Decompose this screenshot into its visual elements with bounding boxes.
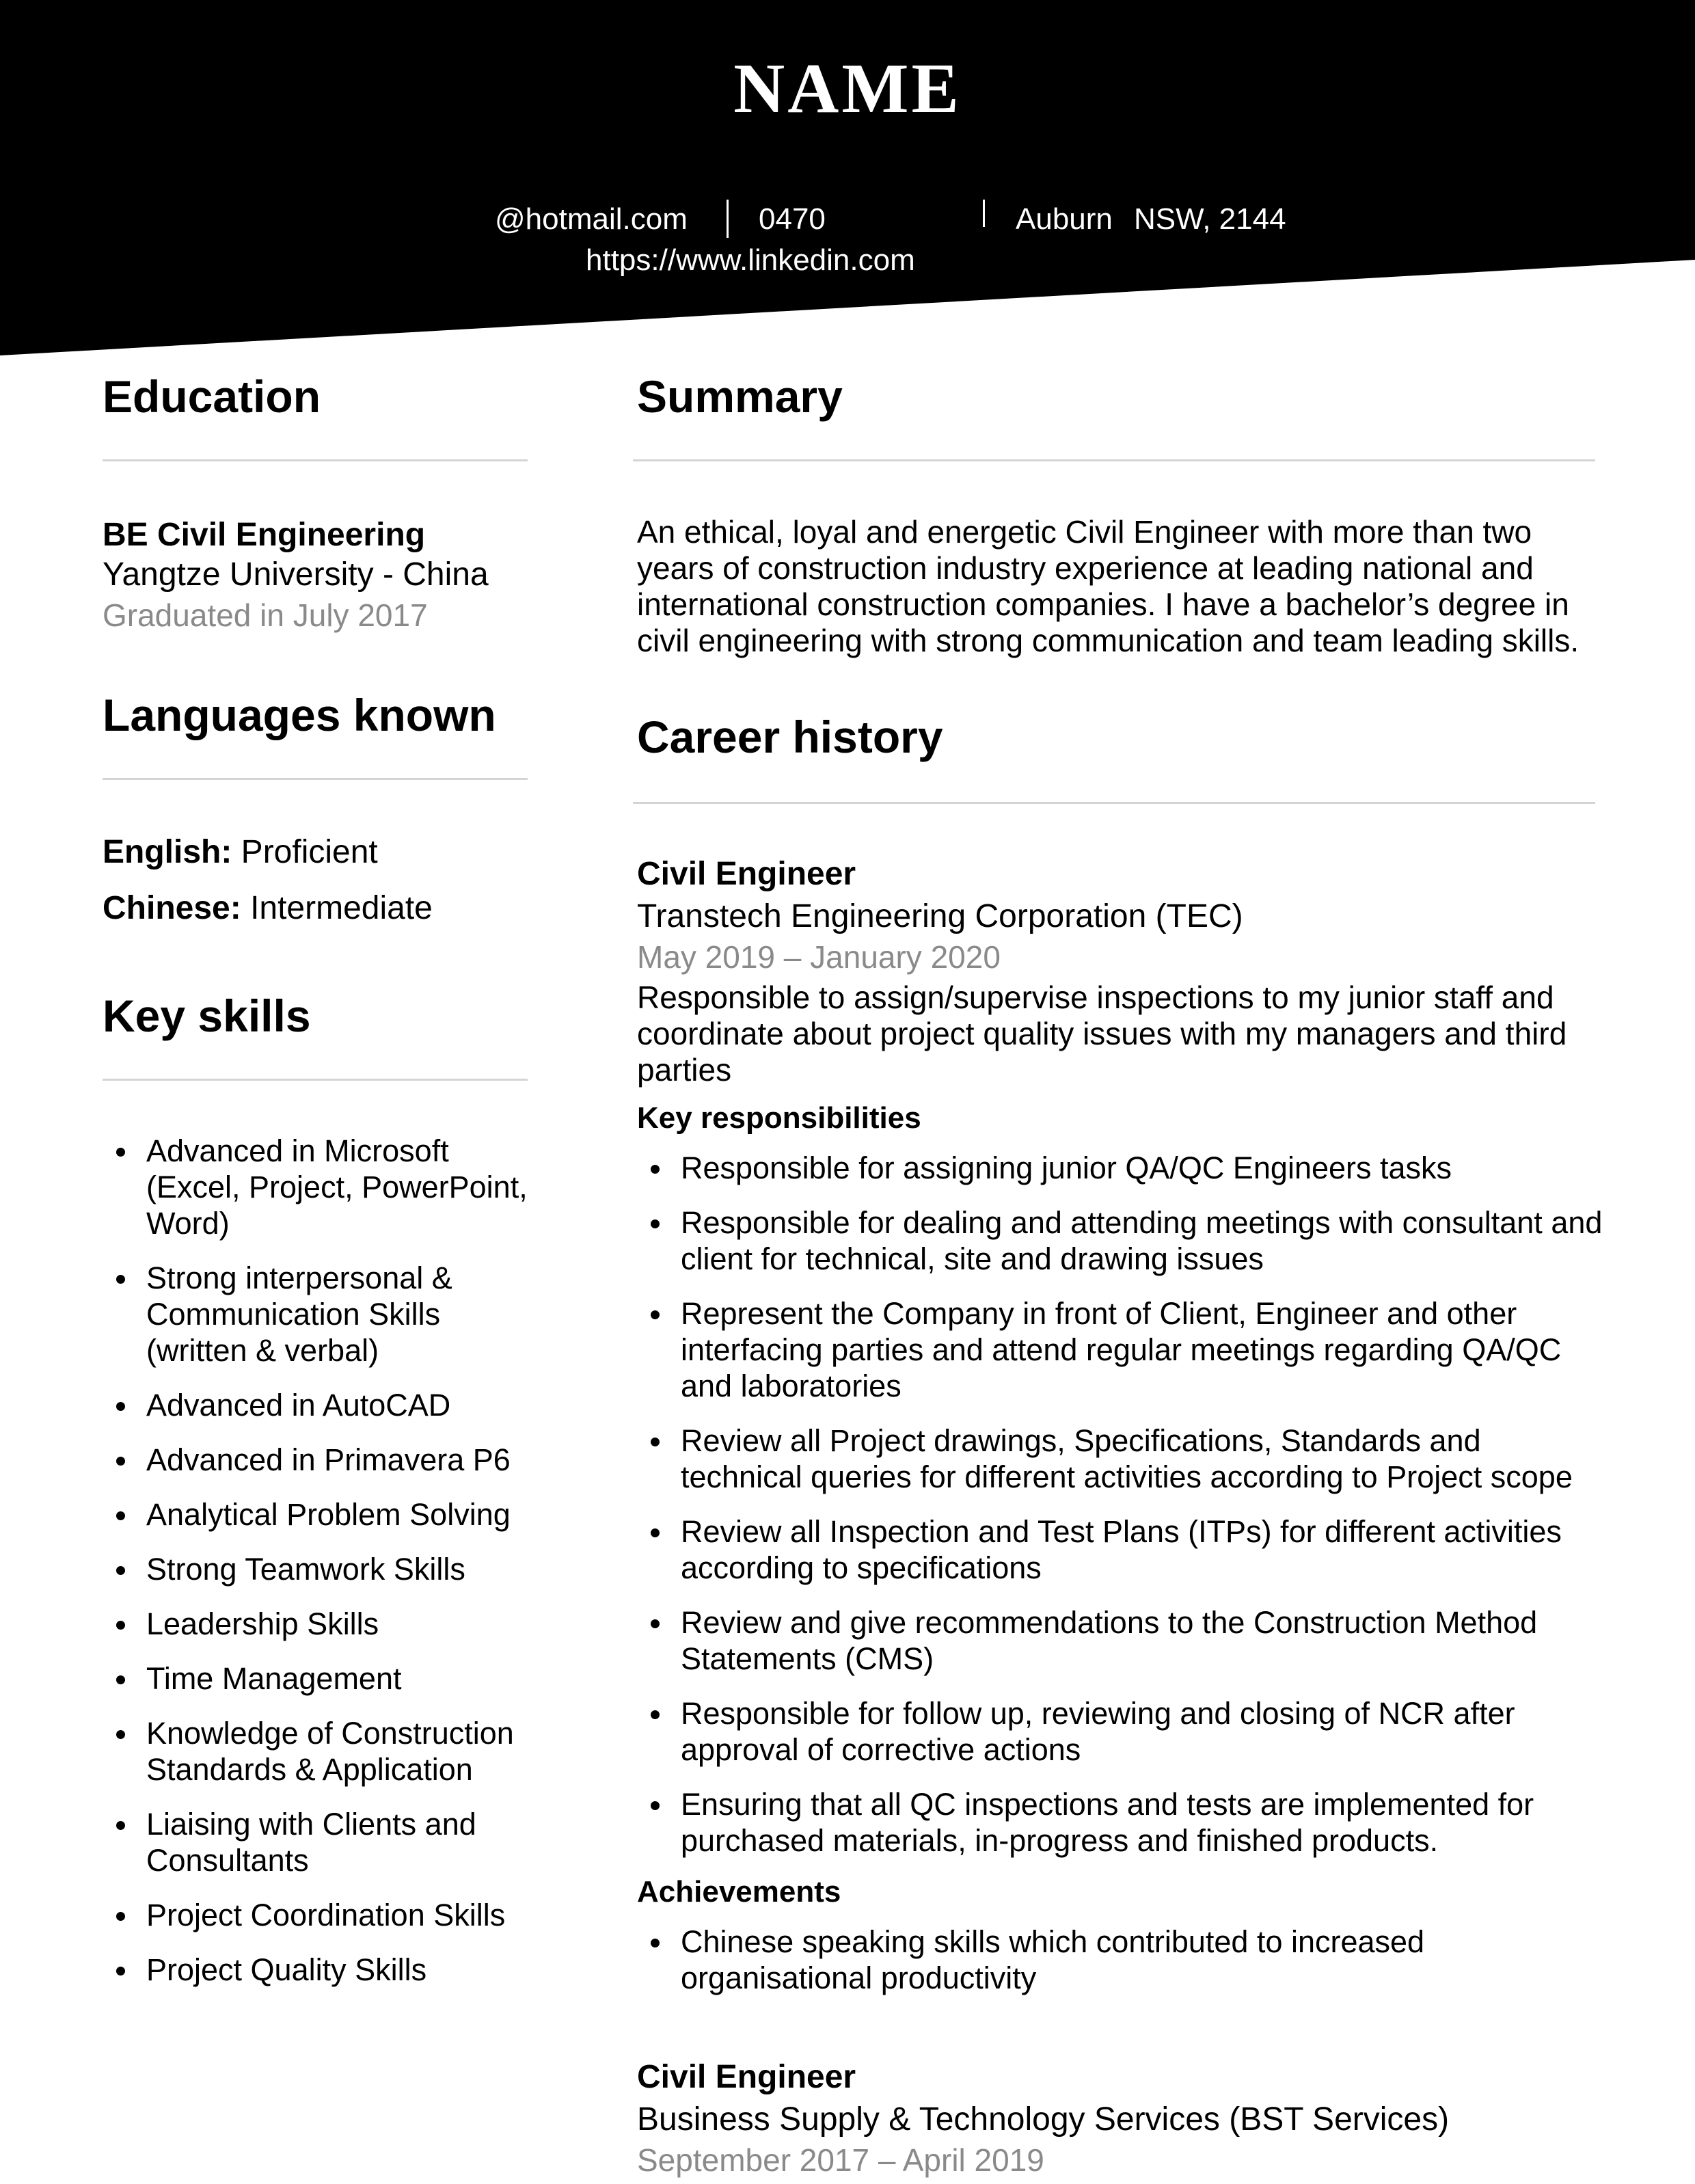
education-degree: BE Civil Engineering xyxy=(103,517,426,553)
responsibility-item: Represent the Company in front of Client, Engineer and other interfacing parties and attend regular meetings regarding QA/QC and laboratories xyxy=(637,1295,1608,1404)
job-dates: May 2019 – January 2020 xyxy=(637,939,1001,975)
contact-email[interactable]: @hotmail.com xyxy=(495,202,688,236)
skill-item: Advanced in AutoCAD xyxy=(103,1387,540,1423)
responsibility-item: Responsible for dealing and attending meetings with consultant and client for technical, site and drawing issues xyxy=(637,1204,1608,1277)
skill-item: Liaising with Clients and Consultants xyxy=(103,1806,540,1878)
career-heading: Career history xyxy=(637,712,943,762)
skill-item: Advanced in Primavera P6 xyxy=(103,1442,540,1478)
education-heading: Education xyxy=(103,371,321,422)
responsibility-item: Responsible for follow up, reviewing and closing of NCR after approval of corrective actions xyxy=(637,1695,1608,1768)
languages-heading: Languages known xyxy=(103,690,496,740)
summary-divider xyxy=(633,459,1595,461)
skill-item: Leadership Skills xyxy=(103,1606,540,1642)
contact-divider xyxy=(983,200,985,227)
achievements-list xyxy=(637,1924,1608,1996)
job-description: Responsible to assign/supervise inspections to my junior staff and coordinate about project quality issues with my managers and third parties xyxy=(637,980,1567,1088)
language-name: English: xyxy=(103,834,232,870)
key-skills-list xyxy=(103,1133,540,2006)
responsibility-item: Ensuring that all QC inspections and tests are implemented for purchased materials, in-progress and finished products. xyxy=(637,1786,1608,1859)
job-entry xyxy=(637,854,1608,2014)
responsibility-item: Review all Inspection and Test Plans (ITPs) for different activities according to specifications xyxy=(637,1513,1608,1586)
skill-item: Knowledge of Construction Standards & Application xyxy=(103,1715,540,1788)
languages-list xyxy=(103,833,540,928)
responsibility-item: Responsible for assigning junior QA/QC Engineers tasks xyxy=(637,1150,1608,1186)
contact-linkedin[interactable]: https://www.linkedin.com xyxy=(586,243,915,277)
skill-item: Advanced in Microsoft (Excel, Project, PowerPoint, Word) xyxy=(103,1133,540,1241)
language-level: Proficient xyxy=(241,834,378,870)
education-divider xyxy=(103,459,528,461)
skill-item: Strong interpersonal & Communication Skills (written & verbal) xyxy=(103,1260,540,1369)
job-company: Transtech Engineering Corporation (TEC) xyxy=(637,898,1243,934)
skill-item: Project Coordination Skills xyxy=(103,1897,540,1933)
summary-text: An ethical, loyal and energetic Civil Engineer with more than two years of construction industry experience at leading national and international construction companies. I have a bachelor’s degree in civil engineering with strong communication and team leading skills. xyxy=(637,514,1579,658)
contact-location: NSW, 2144 xyxy=(1134,202,1286,236)
responsibilities-heading: Key responsibilities xyxy=(637,1101,921,1135)
contact-phone[interactable]: 0470 xyxy=(759,202,826,236)
job-entry xyxy=(637,2058,1608,2179)
summary-heading: Summary xyxy=(637,371,843,422)
skill-item: Analytical Problem Solving xyxy=(103,1496,540,1533)
job-dates: September 2017 – April 2019 xyxy=(637,2142,1044,2178)
skill-item: Time Management xyxy=(103,1660,540,1697)
language-item xyxy=(103,833,540,872)
career-divider xyxy=(633,802,1595,804)
education-entry xyxy=(103,515,540,634)
candidate-name: NAME xyxy=(733,49,962,128)
contact-suburb: Auburn xyxy=(1016,202,1113,236)
responsibilities-list xyxy=(637,1150,1608,1859)
language-item xyxy=(103,889,540,928)
skill-item: Project Quality Skills xyxy=(103,1952,540,1988)
achievements-heading: Achievements xyxy=(637,1875,841,1909)
skill-item: Strong Teamwork Skills xyxy=(103,1551,540,1587)
key-skills-divider xyxy=(103,1079,528,1081)
contact-divider xyxy=(727,200,729,238)
job-company: Business Supply & Technology Services (BST Services) xyxy=(637,2101,1450,2138)
responsibility-item: Review and give recommendations to the Construction Method Statements (CMS) xyxy=(637,1604,1608,1677)
language-level: Intermediate xyxy=(250,890,433,926)
job-title: Civil Engineer xyxy=(637,856,856,892)
education-graduated: Graduated in July 2017 xyxy=(103,597,428,633)
languages-divider xyxy=(103,778,528,780)
responsibility-item: Review all Project drawings, Specifications, Standards and technical queries for different activities according to Project scope xyxy=(637,1423,1608,1495)
job-title: Civil Engineer xyxy=(637,2059,856,2095)
education-institution: Yangtze University - China xyxy=(103,556,489,593)
language-name: Chinese: xyxy=(103,890,241,926)
achievement-item: Chinese speaking skills which contributed to increased organisational productivity xyxy=(637,1924,1608,1996)
key-skills-heading: Key skills xyxy=(103,990,311,1041)
